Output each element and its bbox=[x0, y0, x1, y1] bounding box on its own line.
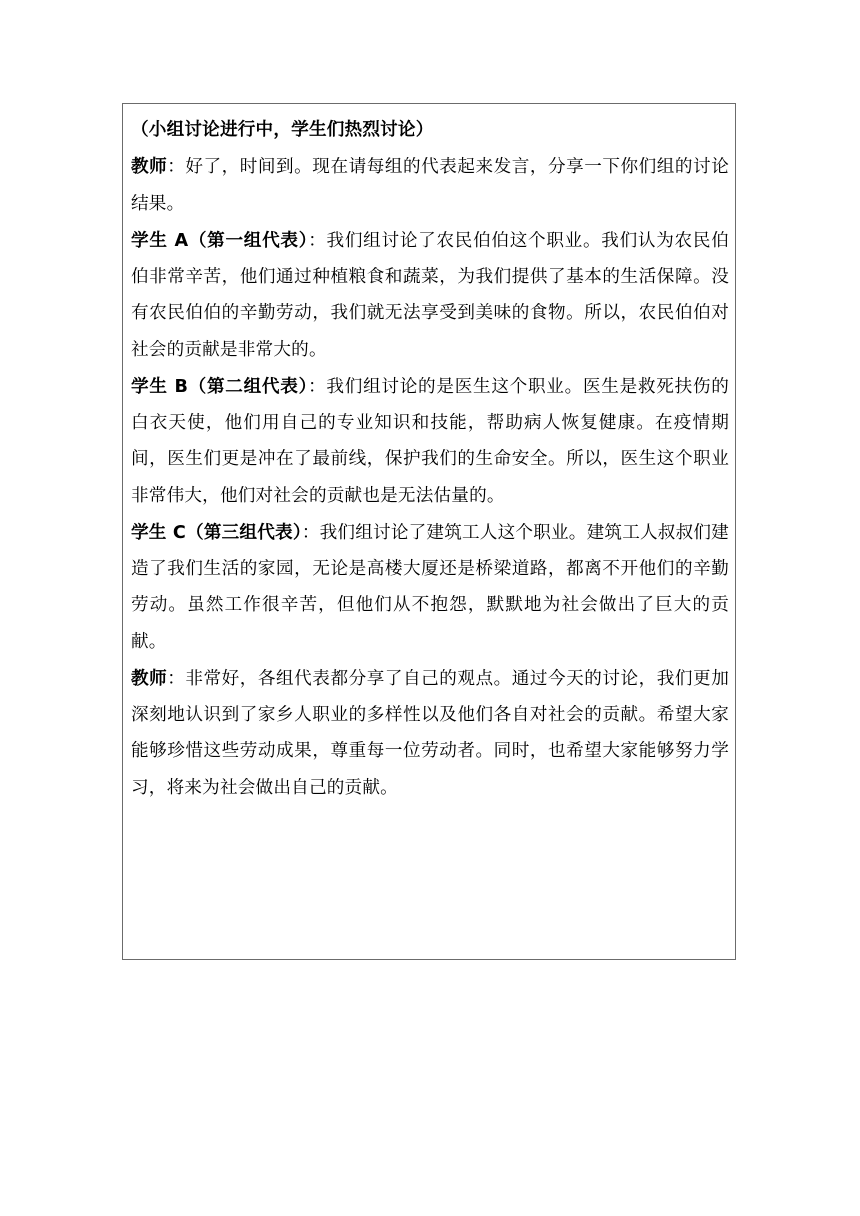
dialogue-text: ：我们组讨论的是医生这个职业。医生是救死扶伤的白衣天使，他们用自己的专业知识和技能，帮助病人恢复健康。在疫情期间，医生们更是冲在了最前线，保护我们的生命安全。所以，医生这个职业非常伟大，他们对社会的贡献也是无法估量的。 bbox=[131, 376, 730, 506]
speaker-label: 教师 bbox=[131, 668, 168, 689]
dialogue-student-a bbox=[131, 223, 729, 368]
dialogue-teacher-opening bbox=[131, 149, 729, 221]
dialogue-teacher-closing bbox=[131, 661, 729, 806]
speaker-label: 学生 C（第三组代表） bbox=[131, 522, 302, 543]
speaker-label: 学生 B（第二组代表） bbox=[131, 376, 309, 397]
dialogue-student-c bbox=[131, 515, 729, 660]
dialogue-text: ：我们组讨论了建筑工人这个职业。建筑工人叔叔们建造了我们生活的家园，无论是高楼大厦还是桥梁道路，都离不开他们的辛勤劳动。虽然工作很辛苦，但他们从不抱怨，默默地为社会做出了巨大的贡献。 bbox=[131, 522, 729, 652]
dialogue-text: ：非常好，各组代表都分享了自己的观点。通过今天的讨论，我们更加深刻地认识到了家乡人职业的多样性以及他们各自对社会的贡献。希望大家能够珍惜这些劳动成果，尊重每一位劳动者。同时，也希望大家能够努力学习，将来为社会做出自己的贡献。 bbox=[131, 668, 729, 798]
lesson-transcript-box bbox=[122, 103, 736, 960]
stage-direction: （小组讨论进行中，学生们热烈讨论） bbox=[131, 120, 434, 140]
dialogue-text: ：好了，时间到。现在请每组的代表起来发言，分享一下你们组的讨论结果。 bbox=[131, 157, 729, 214]
dialogue-student-b bbox=[131, 369, 729, 514]
speaker-label: 教师 bbox=[131, 157, 168, 178]
speaker-label: 学生 A（第一组代表） bbox=[131, 230, 309, 251]
dialogue-text: ：我们组讨论了农民伯伯这个职业。我们认为农民伯伯非常辛苦，他们通过种植粮食和蔬菜，为我们提供了基本的生活保障。没有农民伯伯的辛勤劳动，我们就无法享受到美味的食物。所以，农民伯伯对社会的贡献是非常大的。 bbox=[131, 230, 729, 360]
